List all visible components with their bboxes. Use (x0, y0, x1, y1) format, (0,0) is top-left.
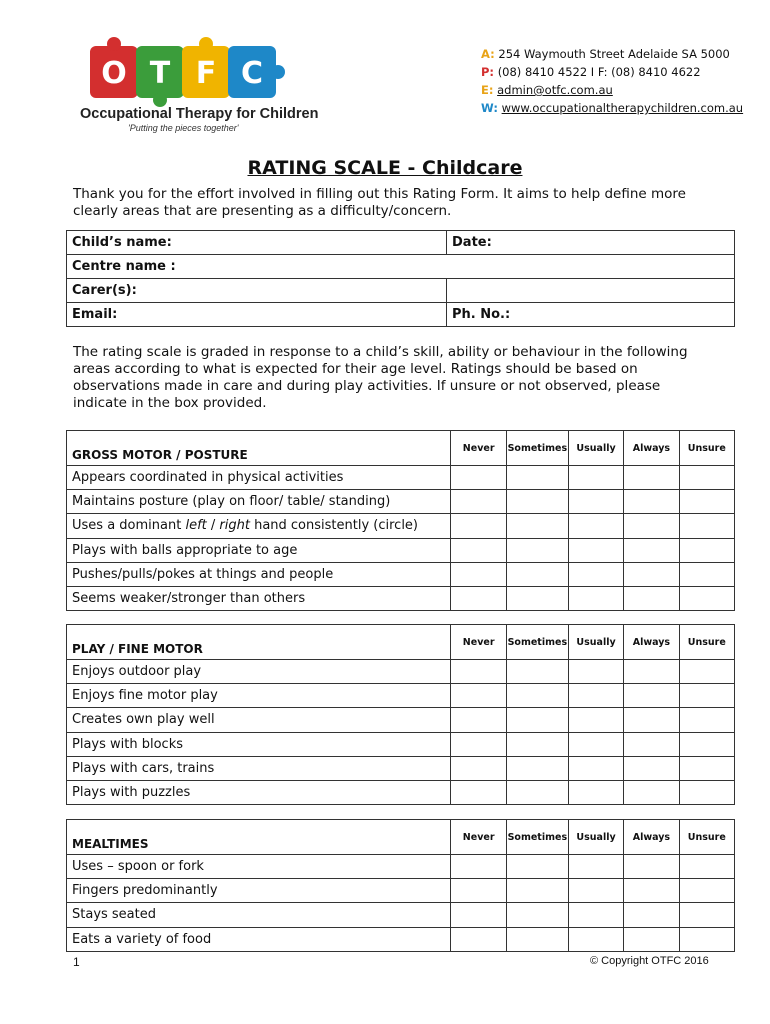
rating-item-label: Enjoys outdoor play (67, 660, 451, 684)
rating-item-label: Appears coordinated in physical activities (67, 466, 451, 490)
rating-checkbox-unsure[interactable] (679, 708, 734, 732)
rating-item-label: Seems weaker/stronger than others (67, 586, 451, 610)
table-row (67, 490, 735, 514)
contact-key-phone: P: (481, 65, 495, 79)
scale-header-unsure: Unsure (679, 820, 734, 855)
childs-name-field[interactable]: Child’s name: (67, 231, 447, 255)
rating-item-label: Fingers predominantly (67, 879, 451, 903)
rating-checkbox-never[interactable] (451, 732, 506, 756)
contact-email (481, 81, 613, 99)
rating-checkbox-always[interactable] (624, 927, 679, 951)
scale-header-always: Always (624, 820, 679, 855)
rating-checkbox-sometimes[interactable] (506, 684, 568, 708)
rating-checkbox-never[interactable] (451, 466, 506, 490)
scale-header-usually: Usually (568, 820, 623, 855)
logo-letter-o: O (101, 56, 127, 91)
rating-checkbox-usually[interactable] (568, 903, 623, 927)
rating-item-label: Uses a dominant left / right hand consistently (circle) (67, 514, 451, 538)
rating-checkbox-always[interactable] (624, 660, 679, 684)
rating-checkbox-unsure[interactable] (679, 562, 734, 586)
table-row (67, 538, 735, 562)
section-title: MEALTIMES (67, 820, 451, 855)
scale-header-unsure: Unsure (679, 625, 734, 660)
rating-checkbox-unsure[interactable] (679, 732, 734, 756)
logo-letter-f: F (195, 56, 217, 91)
rating-checkbox-never[interactable] (451, 660, 506, 684)
contact-key-website: W: (481, 101, 498, 115)
rating-checkbox-sometimes[interactable] (506, 780, 568, 804)
rating-checkbox-usually[interactable] (568, 684, 623, 708)
child-info-table (66, 230, 735, 327)
rating-checkbox-never[interactable] (451, 514, 506, 538)
rating-checkbox-never[interactable] (451, 756, 506, 780)
contact-key-address: A: (481, 47, 495, 61)
centre-name-field[interactable]: Centre name : (67, 255, 735, 279)
rating-checkbox-sometimes[interactable] (506, 490, 568, 514)
table-row (67, 562, 735, 586)
scale-header-unsure: Unsure (679, 431, 734, 466)
rating-checkbox-usually[interactable] (568, 732, 623, 756)
rating-checkbox-sometimes[interactable] (506, 855, 568, 879)
play-fine-motor-table (66, 624, 735, 805)
scale-header-never: Never (451, 431, 506, 466)
rating-checkbox-usually[interactable] (568, 538, 623, 562)
mealtimes-table (66, 819, 735, 952)
rating-checkbox-always[interactable] (624, 514, 679, 538)
rating-checkbox-sometimes[interactable] (506, 466, 568, 490)
rating-checkbox-always[interactable] (624, 586, 679, 610)
rating-checkbox-sometimes[interactable] (506, 732, 568, 756)
rating-checkbox-unsure[interactable] (679, 903, 734, 927)
logo-letter-c: C (240, 56, 264, 91)
rating-checkbox-usually[interactable] (568, 927, 623, 951)
rating-checkbox-sometimes[interactable] (506, 903, 568, 927)
table-row (67, 903, 735, 927)
rating-checkbox-never[interactable] (451, 490, 506, 514)
scale-header-usually: Usually (568, 431, 623, 466)
logo-tagline: 'Putting the pieces together' (128, 123, 239, 133)
rating-checkbox-unsure[interactable] (679, 466, 734, 490)
phone-field[interactable]: Ph. No.: (447, 303, 735, 327)
rating-checkbox-never[interactable] (451, 855, 506, 879)
table-row (67, 586, 735, 610)
contact-key-email: E: (481, 83, 494, 97)
rating-checkbox-unsure[interactable] (679, 780, 734, 804)
scale-header-usually: Usually (568, 625, 623, 660)
rating-checkbox-usually[interactable] (568, 514, 623, 538)
rating-item-label: Pushes/pulls/pokes at things and people (67, 562, 451, 586)
section-title: GROSS MOTOR / POSTURE (67, 431, 451, 466)
email-field[interactable]: Email: (67, 303, 447, 327)
rating-checkbox-always[interactable] (624, 708, 679, 732)
rating-item-label: Plays with blocks (67, 732, 451, 756)
rating-checkbox-never[interactable] (451, 879, 506, 903)
rating-checkbox-always[interactable] (624, 538, 679, 562)
scale-header-never: Never (451, 820, 506, 855)
contact-email-link[interactable]: admin@otfc.com.au (497, 83, 613, 97)
rating-checkbox-usually[interactable] (568, 879, 623, 903)
section-title: PLAY / FINE MOTOR (67, 625, 451, 660)
rating-checkbox-unsure[interactable] (679, 586, 734, 610)
table-row (67, 879, 735, 903)
rating-checkbox-always[interactable] (624, 562, 679, 586)
rating-checkbox-sometimes[interactable] (506, 756, 568, 780)
scale-header-sometimes: Sometimes (506, 820, 568, 855)
rating-checkbox-sometimes[interactable] (506, 660, 568, 684)
rating-checkbox-never[interactable] (451, 562, 506, 586)
rating-checkbox-sometimes[interactable] (506, 586, 568, 610)
contact-address (481, 45, 730, 63)
rating-checkbox-sometimes[interactable] (506, 562, 568, 586)
logo-name: Occupational Therapy for Children (80, 106, 319, 122)
table-row (67, 732, 735, 756)
page-number: 1 (73, 955, 80, 969)
contact-phone (481, 63, 701, 81)
scale-header-never: Never (451, 625, 506, 660)
rating-checkbox-usually[interactable] (568, 490, 623, 514)
rating-checkbox-never[interactable] (451, 684, 506, 708)
table-row (67, 855, 735, 879)
carers-extra-field[interactable] (447, 279, 735, 303)
table-row (67, 708, 735, 732)
rating-checkbox-never[interactable] (451, 586, 506, 610)
rating-checkbox-unsure[interactable] (679, 756, 734, 780)
otfc-logo (80, 36, 320, 136)
rating-checkbox-always[interactable] (624, 780, 679, 804)
table-row (67, 780, 735, 804)
rating-item-label: Plays with cars, trains (67, 756, 451, 780)
rating-checkbox-always[interactable] (624, 490, 679, 514)
rating-checkbox-usually[interactable] (568, 855, 623, 879)
rating-checkbox-always[interactable] (624, 756, 679, 780)
rating-checkbox-always[interactable] (624, 466, 679, 490)
contact-value-address: 254 Waymouth Street Adelaide SA 5000 (498, 47, 730, 61)
rating-item-label: Stays seated (67, 903, 451, 927)
rating-item-label: Creates own play well (67, 708, 451, 732)
rating-item-label: Enjoys fine motor play (67, 684, 451, 708)
rating-checkbox-unsure[interactable] (679, 879, 734, 903)
table-row (67, 514, 735, 538)
table-row (67, 756, 735, 780)
rating-checkbox-usually[interactable] (568, 586, 623, 610)
carers-field[interactable]: Carer(s): (67, 279, 447, 303)
rating-checkbox-usually[interactable] (568, 756, 623, 780)
contact-value-phone: (08) 8410 4522 I F: (08) 8410 4622 (497, 65, 701, 79)
rating-checkbox-usually[interactable] (568, 708, 623, 732)
instructions-text: The rating scale is graded in response to a child’s skill, ability or behaviour in the following areas according to what is expected for their age level. Ratings should be based on observations made in care and during play activities. If unsure or not observed, please indicate in the box provided. (73, 344, 688, 411)
rating-checkbox-usually[interactable] (568, 660, 623, 684)
rating-checkbox-never[interactable] (451, 903, 506, 927)
rating-checkbox-sometimes[interactable] (506, 514, 568, 538)
scale-header-sometimes: Sometimes (506, 625, 568, 660)
rating-checkbox-always[interactable] (624, 684, 679, 708)
date-field[interactable]: Date: (447, 231, 735, 255)
rating-checkbox-sometimes[interactable] (506, 927, 568, 951)
rating-checkbox-always[interactable] (624, 903, 679, 927)
page-title: RATING SCALE - Childcare (247, 157, 523, 179)
rating-checkbox-usually[interactable] (568, 780, 623, 804)
rating-checkbox-unsure[interactable] (679, 855, 734, 879)
rating-checkbox-usually[interactable] (568, 562, 623, 586)
rating-checkbox-unsure[interactable] (679, 684, 734, 708)
contact-website (481, 99, 743, 117)
logo-letter-t: T (149, 56, 171, 91)
rating-checkbox-usually[interactable] (568, 466, 623, 490)
table-row (67, 927, 735, 951)
scale-header-sometimes: Sometimes (506, 431, 568, 466)
scale-header-always: Always (624, 431, 679, 466)
rating-checkbox-always[interactable] (624, 855, 679, 879)
rating-checkbox-unsure[interactable] (679, 660, 734, 684)
rating-checkbox-unsure[interactable] (679, 927, 734, 951)
rating-checkbox-never[interactable] (451, 780, 506, 804)
intro-text: Thank you for the effort involved in filling out this Rating Form. It aims to help define more clearly areas that are presenting as a difficulty/concern. (73, 186, 686, 219)
rating-checkbox-sometimes[interactable] (506, 538, 568, 562)
copyright-notice: © Copyright OTFC 2016 (590, 955, 709, 967)
table-row (67, 660, 735, 684)
scale-header-always: Always (624, 625, 679, 660)
rating-checkbox-sometimes[interactable] (506, 708, 568, 732)
table-row (67, 684, 735, 708)
rating-item-label: Uses – spoon or fork (67, 855, 451, 879)
rating-checkbox-unsure[interactable] (679, 490, 734, 514)
rating-item-label: Eats a variety of food (67, 927, 451, 951)
rating-checkbox-never[interactable] (451, 538, 506, 562)
rating-checkbox-unsure[interactable] (679, 514, 734, 538)
rating-item-label: Maintains posture (play on floor/ table/ standing) (67, 490, 451, 514)
table-row (67, 466, 735, 490)
rating-checkbox-always[interactable] (624, 732, 679, 756)
rating-item-label: Plays with puzzles (67, 780, 451, 804)
rating-checkbox-sometimes[interactable] (506, 879, 568, 903)
rating-item-label: Plays with balls appropriate to age (67, 538, 451, 562)
rating-checkbox-unsure[interactable] (679, 538, 734, 562)
rating-checkbox-always[interactable] (624, 879, 679, 903)
rating-checkbox-never[interactable] (451, 708, 506, 732)
rating-checkbox-never[interactable] (451, 927, 506, 951)
contact-website-link[interactable]: www.occupationaltherapychildren.com.au (501, 101, 744, 115)
gross-motor-table (66, 430, 735, 611)
